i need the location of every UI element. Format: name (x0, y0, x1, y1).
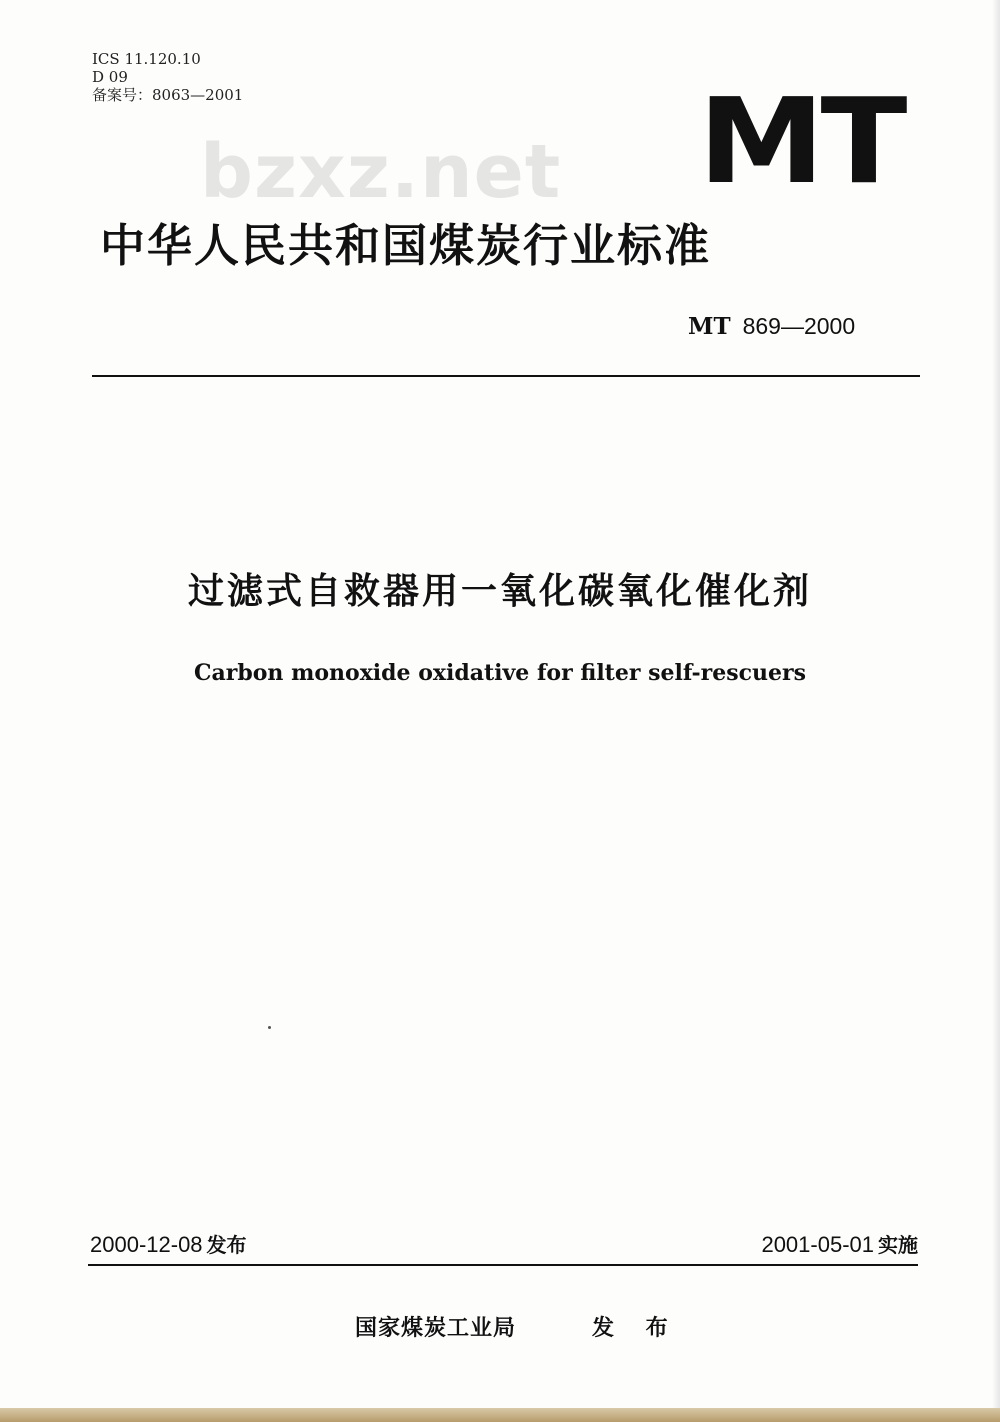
page-edge-shadow (992, 0, 1000, 1422)
standard-number (688, 312, 855, 341)
bottom-divider (88, 1264, 918, 1266)
issue-date-value: 2000-12-08 (90, 1232, 203, 1257)
issue-label: 发布 (206, 1233, 247, 1257)
chinese-title: 过滤式自救器用一氧化碳氧化催化剂 (187, 571, 812, 612)
scan-speck (268, 1026, 271, 1029)
classification-codes (92, 50, 243, 104)
scan-bottom-edge (0, 1408, 1000, 1422)
publisher-name: 国家煤炭工业局 (355, 1316, 517, 1341)
implementation-date-value: 2001-05-01 (761, 1232, 874, 1257)
standard-prefix: MT (688, 313, 731, 340)
class-code: D 09 (92, 68, 128, 86)
industry-standard-title: 中华人民共和国煤炭行业标准 (100, 219, 712, 272)
implementation-label: 实施 (878, 1233, 918, 1257)
issue-date (90, 1230, 247, 1260)
mt-logo: MT (698, 72, 904, 210)
publish-label: 发 布 (592, 1316, 680, 1341)
implementation-date (761, 1230, 918, 1260)
ics-code: ICS 11.120.10 (92, 50, 201, 68)
english-title: Carbon monoxide oxidative for filter self-rescuers (194, 660, 806, 686)
top-divider (92, 375, 920, 377)
record-number: 备案号：8063—2001 (92, 86, 244, 104)
standard-code: 869—2000 (742, 313, 856, 339)
watermark: bzxz.net (200, 129, 562, 215)
